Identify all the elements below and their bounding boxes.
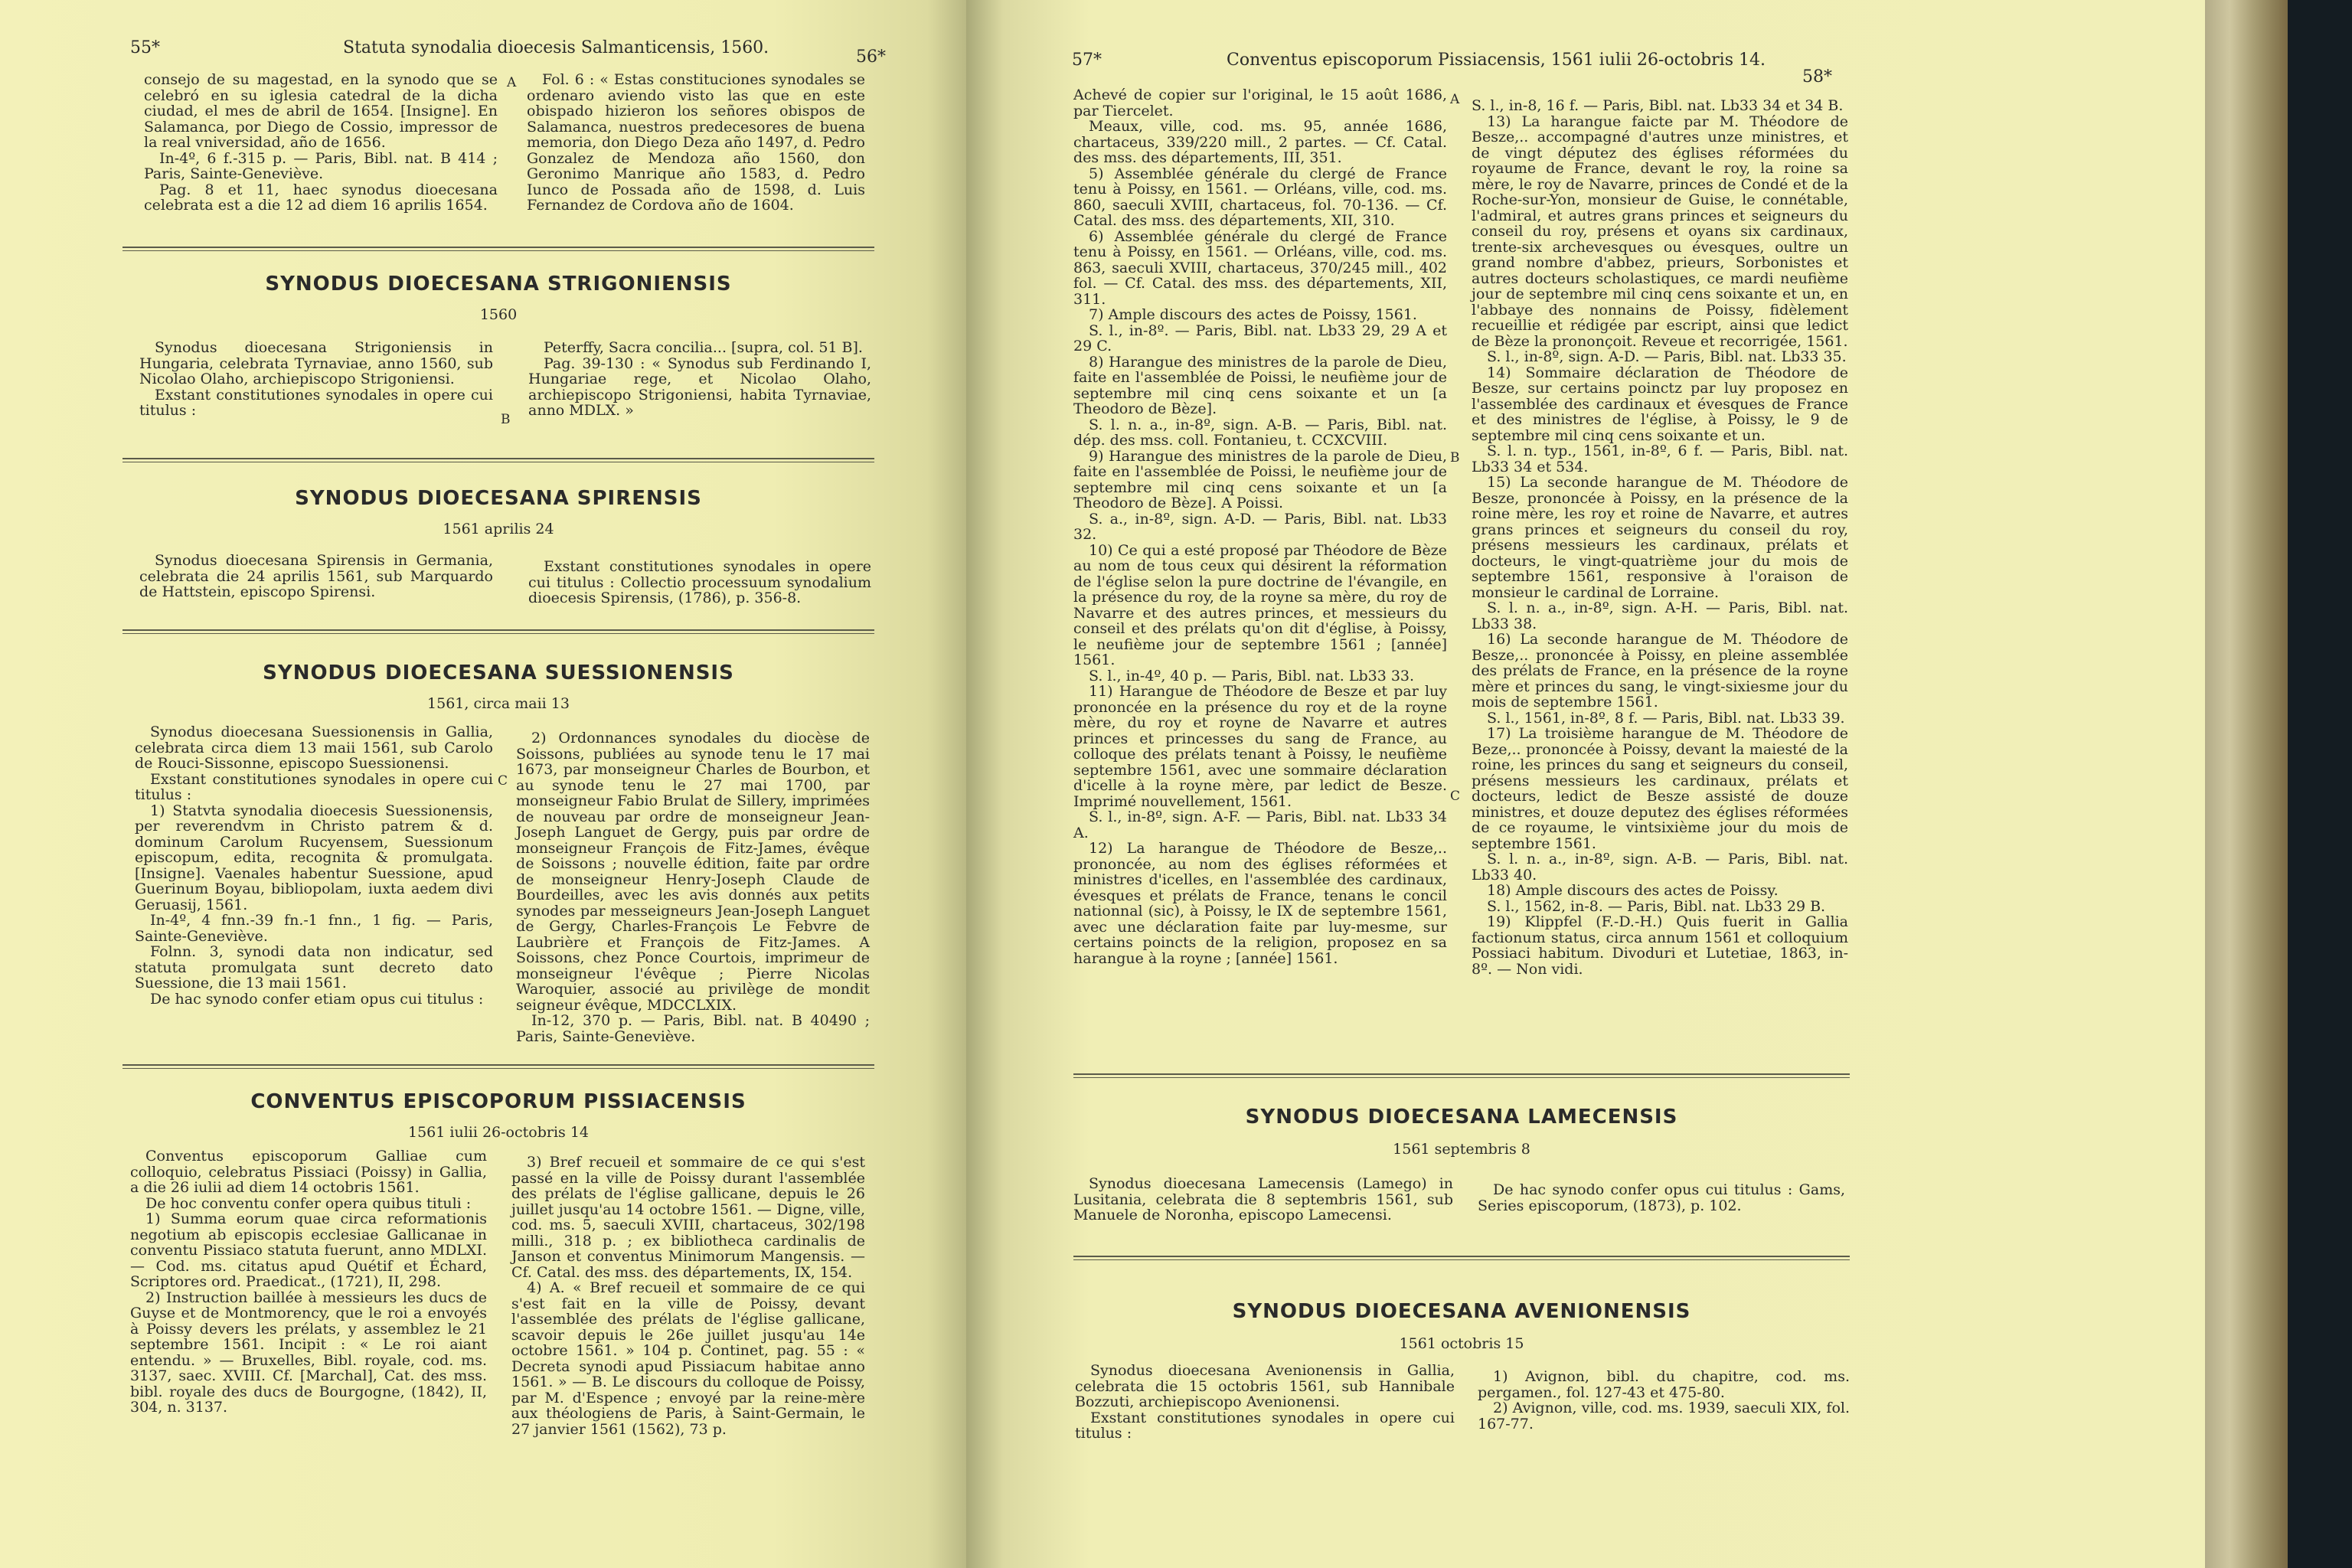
section-title: CONVENTUS EPISCOPORUM PISSIACENSIS xyxy=(250,1090,746,1113)
section-divider xyxy=(1073,1073,1850,1078)
text-column xyxy=(528,340,871,419)
margin-letter: B xyxy=(501,412,511,427)
page-number: 58* xyxy=(1802,67,1832,87)
margin-letter: A xyxy=(507,75,517,90)
margin-letter: B xyxy=(1450,450,1460,466)
paragraph: Exstant constitutiones synodales in opere cui titulus : xyxy=(139,386,493,419)
paragraph: S. l., in-4º, 40 p. — Paris, Bibl. nat. Lb33 33. xyxy=(1089,667,1415,684)
paragraph: Achevé de copier sur l'original, le 15 août 1686, par Tiercelet. xyxy=(1073,87,1447,119)
paragraph: Peterffy, Sacra concilia... [supra, col. 51 B]. xyxy=(544,339,863,356)
paragraph: 2) Avignon, ville, cod. ms. 1939, saeculi XIX, fol. 167-77. xyxy=(1478,1400,1850,1432)
section-divider xyxy=(122,458,874,462)
text-column xyxy=(1478,1369,1850,1432)
margin-letter: A xyxy=(1450,92,1460,107)
paragraph: 9) Harangue des ministres de la parole de Dieu, faite en l'assemblée de Poissi, le neufième jour de septembre mil cinq cens soixante et un [a Theodoro de Bèze]. A Poissi. xyxy=(1073,447,1447,511)
text-column xyxy=(130,1148,487,1416)
paragraph: Pag. 39-130 : « Synodus sub Ferdinando I, Hungariae rege, et Nicolao Olaho, archiepiscopo Strigoniensi, habita Tyrnaviae, anno MDLX. » xyxy=(528,354,871,419)
text-column xyxy=(139,553,493,600)
text-column xyxy=(1075,1363,1455,1442)
paragraph: In-4º, 4 fnn.-39 fn.-1 fnn., 1 fig. — Paris, Sainte-Geneviève. xyxy=(135,912,493,945)
page-number: 57* xyxy=(1072,51,1102,70)
paragraph: S. l., in-8º, sign. A-F. — Paris, Bibl. nat. Lb33 34 A. xyxy=(1073,808,1447,841)
paragraph: 6) Assemblée générale du clergé de France tenu à Poissy, en 1561. — Orléans, ville, cod. ms. 863, saeculi XVIII, chartaceus, 370/245 mill., 402 fol. — Cf. Catal. des mss. des départements, XII, 311. xyxy=(1073,227,1447,308)
section-date: 1561 octobris 15 xyxy=(1399,1335,1524,1352)
paragraph: De hac synodo confer opus cui titulus : Gams, Series episcoporum, (1873), p. 102. xyxy=(1478,1181,1845,1214)
section-title: SYNODUS DIOECESANA AVENIONENSIS xyxy=(1232,1300,1691,1323)
paragraph: In-4º, 6 f.-315 p. — Paris, Bibl. nat. B 414 ; Paris, Sainte-Geneviève. xyxy=(144,149,498,182)
text-column xyxy=(135,724,493,1007)
text-column xyxy=(1073,87,1447,966)
paragraph: Synodus dioecesana Avenionensis in Gallia, celebrata die 15 octobris 1561, sub Hannibale Bozzuti, archiepiscopo Avenionensi. xyxy=(1075,1362,1455,1410)
paragraph: S. l. n. a., in-8º, sign. A-B. — Paris, Bibl. nat. dép. des mss. coll. Fontanieu, t. CCXCVIII. xyxy=(1073,416,1447,449)
section-divider xyxy=(122,1064,874,1069)
text-column xyxy=(528,559,871,606)
paragraph: 14) Sommaire déclaration de Théodore de Besze, sur certains poinctz par luy proposez en l'assemblée des cardinaux et évesques de France et des ministres de l'église, à Poissy, le 9 de septembre mil cinq cens soixante et un. xyxy=(1472,364,1848,444)
paragraph: 15) La seconde harangue de M. Théodore de Besze, prononcée à Poissy, en la présence de la roine mère, les roy et roine de Navarre, et autres grans princes et seigneurs du conseil du roy, présens messieurs les cardinaux, prélats et docteurs, le vingt-quatrième jour du mois de septembre 1561, responsive à l'oraison de monsieur le cardinal de Lorraine. xyxy=(1472,474,1848,601)
paragraph: De hoc conventu confer opera quibus tituli : xyxy=(145,1194,472,1212)
paragraph: 3) Bref recueil et sommaire de ce qui s'est passé en la ville de Poissy durant l'assemblée des prélats de l'église gallicane, depuis le 26 juillet jusqu'au 14 octobre 1561. — Digne, ville, cod. ms. 5, saeculi XVIII, chartaceus, 302/198 milli., 318 p. ; ex bibliotheca cardinalis de Janson et conventus Minimorum Mangensis. — Cf. Catal. des mss. des départements, IX, 154. xyxy=(511,1154,865,1281)
text-column xyxy=(511,1155,865,1437)
paragraph: S. l., 1561, in-8º, 8 f. — Paris, Bibl. nat. Lb33 39. xyxy=(1487,709,1845,727)
paragraph: S. l. n. typ., 1561, in-8º, 6 f. — Paris, Bibl. nat. Lb33 34 et 534. xyxy=(1472,443,1848,475)
text-column xyxy=(139,340,493,419)
section-title: SYNODUS DIOECESANA SPIRENSIS xyxy=(295,487,702,510)
paragraph: S. l. n. a., in-8º, sign. A-B. — Paris, Bibl. nat. Lb33 40. xyxy=(1472,851,1848,884)
paragraph: S. l., in-8, 16 f. — Paris, Bibl. nat. Lb33 34 et 34 B. xyxy=(1472,97,1844,114)
margin-letter: C xyxy=(498,773,508,789)
paragraph: 1) Statvta synodalia dioecesis Suessionensis, per reverendvm in Christo patrem & d. dominum Carolum Rucyensem, Suessionum episcopum, edita, recognita & promulgata. [Insigne]. Vaenales habentur Suessione, apud Guerinum Boyau, bibliopolam, iuxta aedem divi Geruasij, 1561. xyxy=(135,802,493,913)
text-column xyxy=(1478,1182,1845,1214)
paragraph: 2) Instruction baillée à messieurs les ducs de Guyse et de Montmorency, que le roi a envoyés à Poissy devers les prélats, y assemblez le 21 septembre 1561. Incipit : « Le roi aiant entendu. » — Bruxelles, Bibl. royale, cod. ms. 3137, saec. XVIII. Cf. [Marchal], Cat. des mss. bibl. royale des ducs de Bourgogne, (1842), II, 304, n. 3137. xyxy=(130,1289,487,1416)
paragraph: 4) A. « Bref recueil et sommaire de ce qui s'est fait en la ville de Poissy, devant l'assemblée des prélats de l'église gallicane, scavoir depuis le 26e juillet jusqu'au 14e octobre 1561. » 104 p. Continet, pag. 55 : « Decreta synodi apud Pissiacum habitae anno 1561. » — B. Le discours du colloque de Poissy, par M. d'Espence ; envoyé par la reine-mère aux théologiens de Paris, à Saint-Germain, le 27 janvier 1561 (1562), 73 p. xyxy=(511,1279,865,1438)
page-number: 56* xyxy=(856,47,886,67)
page-number: 55* xyxy=(130,38,160,57)
paragraph: 12) La harangue de Théodore de Besze,.. prononcée, au nom des églises réformées et ministres d'icelles, en l'assemblée des cardinaux, évesques et prélats de France, tenans le concil nationnal (sic), à Poissy, le IX de septembre 1561, avec une déclaration faite par luy-mesme, sur certains poincts de la religion, proposez en sa harangue à la royne ; [année] 1561. xyxy=(1073,840,1447,967)
right-page xyxy=(966,0,2205,1568)
section-title: SYNODUS DIOECESANA SUESSIONENSIS xyxy=(263,662,734,684)
margin-letter: C xyxy=(1450,789,1461,804)
paragraph: Synodus dioecesana Strigoniensis in Hungaria, celebrata Tyrnaviae, anno 1560, sub Nicolao Olaho, archiepiscopo Strigoniensi. xyxy=(139,339,493,387)
paragraph: 10) Ce qui a esté proposé par Théodore de Bèze au nom de tous ceux qui désirent la réformation de l'église selon la pure doctrine de l'évangile, en la présence du roy, de la royne sa mère, du roy de Navarre et des autres princes, et messieurs du conseil et des prélats qu'on dit d'église, à Poissy, le neufième jour de septembre 1561 ; [année] 1561. xyxy=(1073,541,1447,668)
section-date: 1561 iulii 26-octobris 14 xyxy=(407,1124,589,1141)
paragraph: 5) Assemblée générale du clergé de France tenu à Poissy, en 1561. — Orléans, ville, cod. ms. 860, saeculi XVIII, chartaceus, fol. 70-136. — Cf. Catal. des mss. des départements, XII, 310. xyxy=(1073,165,1447,229)
section-divider xyxy=(122,247,874,251)
paragraph: 1) Avignon, bibl. du chapitre, cod. ms. pergamen., fol. 127-43 et 475-80. xyxy=(1478,1368,1850,1401)
paragraph: 19) Klippfel (F.-D.-H.) Quis fuerit in Gallia factionum status, circa annum 1561 et colloquium Possiaci habitum. Divoduri et Lutetiae, 1863, in-8º. — Non vidi. xyxy=(1472,913,1848,978)
paragraph: consejo de su magestad, en la synodo que se celebró en su iglesia catedral de la dicha ciudad, el mes de abril de 1654. [Insigne]. En Salamanca, por Diego de Cossio, impressor de la real vniversidad, año de 1656. xyxy=(144,71,498,151)
paragraph: 13) La harangue faicte par M. Théodore de Besze,.. accompagné d'autres unze ministres, et de vingt députez des églises réformées du royaume de France, devant le roy, la roine sa mère, le roy de Navarre, princes de Condé et de la Roche-sur-Yon, monsieur de Guise, le connétable, l'admiral, et autres grans princes et seigneurs du conseil du roy, présens et oyans six cardinaux, trente-six archevesques ou évesques, oultre un grand nombre d'abbez, prieurs, Sorbonistes et autres docteurs scholastiques, ce mardi neufième jour de septembre mil cinq cens soixante et un, en l'abbaye des nonnains de Poissy, fidèlement recueillie et rédigée par escript, ainsi que ledict de Bèze la prononçoit. Reveue et recorrigée, 1561. xyxy=(1472,113,1848,350)
paragraph: In-12, 370 p. — Paris, Bibl. nat. B 40490 ; Paris, Sainte-Geneviève. xyxy=(516,1012,870,1045)
background xyxy=(2288,0,2352,1568)
section-divider xyxy=(122,629,874,634)
paragraph: 2) Ordonnances synodales du diocèse de Soissons, publiées au synode tenu le 17 mai 1673, par monseigneur Charles de Bourbon, et au synode tenu le 27 mai 1700, par monseigneur Fabio Brulat de Sillery, imprimées de nouveau par ordre de monseigneur Jean-Joseph Languet de Gergy, puis par ordre de monseigneur François de Fitz-James, évêque de Soissons ; nouvelle édition, faite par ordre de monseigneur Henry-Joseph Claude de Bourdeilles, avec les avis donnés aux petits synodes par messeigneurs Jean-Joseph Languet de Gergy, Charles-François Le Febvre de Laubrière et François de Fitz-James. A Soissons, chez Ponce Courtois, imprimeur de monseigneur l'évêque ; Pierre Nicolas Waroquier, associé au privilège de mondit seigneur évêque, MDCCLXIX. xyxy=(516,730,870,1014)
text-column xyxy=(1472,98,1848,977)
paragraph: S. l., in-8º, sign. A-D. — Paris, Bibl. nat. Lb33 35. xyxy=(1487,348,1847,365)
book-page-edges xyxy=(2205,0,2288,1568)
section-title: SYNODUS DIOECESANA STRIGONIENSIS xyxy=(265,273,732,296)
paragraph: S. l., 1562, in-8. — Paris, Bibl. nat. Lb33 29 B. xyxy=(1487,897,1826,915)
paragraph: 7) Ample discours des actes de Poissy, 1561. xyxy=(1089,306,1417,323)
text-column xyxy=(527,72,865,214)
paragraph: 1) Summa eorum quae circa reformationis negotium ab episcopis ecclesiae Gallicanae in conventu Pissiaco statuta fuerunt, anno MDLXI. — Cod. ms. citatus apud Quétif et Échard, Scriptores ord. Praedicat., (1721), II, 298. xyxy=(130,1210,487,1290)
paragraph: 8) Harangue des ministres de la parole de Dieu, faite en l'assemblée de Poissi, le neufième jour de septembre mil cinq cens soixante et un [a Theodoro de Bèze]. xyxy=(1073,353,1447,417)
section-divider xyxy=(1073,1256,1850,1260)
paragraph: Synodus dioecesana Spirensis in Germania, celebrata die 24 aprilis 1561, sub Marquardo de Hattstein, episcopo Spirensi. xyxy=(139,552,493,600)
text-column xyxy=(1073,1176,1453,1223)
paragraph: Meaux, ville, cod. ms. 95, année 1686, chartaceus, 339/220 mill., 2 partes. — Cf. Catal. des mss. des départements, III, 351. xyxy=(1073,118,1447,166)
paragraph: S. l., in-8º. — Paris, Bibl. nat. Lb33 29, 29 A et 29 C. xyxy=(1073,322,1447,354)
paragraph: Synodus dioecesana Suessionensis in Gallia, celebrata circa diem 13 maii 1561, sub Carolo de Rouci-Sissonne, episcopo Suessionensi. xyxy=(135,724,493,772)
paragraph: Folnn. 3, synodi data non indicatur, sed statuta promulgata sunt decreto dato Suessione, die 13 maii 1561. xyxy=(135,943,493,991)
paragraph: Synodus dioecesana Lamecensis (Lamego) in Lusitania, celebrata die 8 septembris 1561, sub Manuele de Noronha, episcopo Lamecensi. xyxy=(1073,1175,1453,1223)
section-date: 1560 xyxy=(479,306,518,323)
paragraph: S. a., in-8º, sign. A-D. — Paris, Bibl. nat. Lb33 32. xyxy=(1073,510,1447,543)
left-page xyxy=(0,0,966,1568)
running-header: Statuta synodalia dioecesis Salmanticensis, 1560. xyxy=(343,38,769,57)
paragraph: Conventus episcoporum Galliae cum colloquio, celebratus Pissiaci (Poissy) in Gallia, a die 26 iulii ad diem 14 octobris 1561. xyxy=(130,1148,487,1196)
paragraph: 18) Ample discours des actes de Poissy. xyxy=(1487,882,1779,899)
paragraph: Exstant constitutiones synodales in opere cui titulus : Collectio processuum synodalium dioecesis Spirensis, (1786), p. 356-8. xyxy=(528,558,871,606)
paragraph: Fol. 6 : « Estas constituciones synodales se ordenaro aviendo visto las que en este obispado hizieron los señores obispos de Salamanca, nuestros predecesores de buena memoria, don Diego Deza año 1497, d. Pedro Gonzalez de Mendoza año 1560, don Geronimo Manrique año 1583, d. Pedro Iunco de Possada año de 1598, d. Luis Fernandez de Cordova año de 1604. xyxy=(527,71,865,214)
section-date: 1561 septembris 8 xyxy=(1393,1141,1530,1158)
section-title: SYNODUS DIOECESANA LAMECENSIS xyxy=(1245,1106,1678,1129)
paragraph: Pag. 8 et 11, haec synodus dioecesana celebrata est a die 12 ad diem 16 aprilis 1654. xyxy=(144,181,498,214)
paragraph: Exstant constitutiones synodales in opere cui titulus : xyxy=(135,770,493,803)
paragraph: 16) La seconde harangue de M. Théodore de Besze,.. prononcée à Poissy, en pleine assemblée des prélats de France, en la présence de la royne mère et princes du sang, le vingt-sixiesme jour du mois de septembre 1561. xyxy=(1472,631,1848,710)
text-column xyxy=(516,730,870,1044)
paragraph: Exstant constitutiones synodales in opere cui titulus : xyxy=(1075,1409,1455,1442)
paragraph: De hac synodo confer etiam opus cui titulus : xyxy=(150,990,484,1008)
paragraph: S. l. n. a., in-8º, sign. A-H. — Paris, Bibl. nat. Lb33 38. xyxy=(1472,599,1848,632)
section-date: 1561 aprilis 24 xyxy=(443,521,554,537)
running-header: Conventus episcoporum Pissiacensis, 1561 iulii 26-octobris 14. xyxy=(1227,51,1766,70)
paragraph: 17) La troisième harangue de M. Théodore de Beze,.. prononcée à Poissy, devant la maiesté de la roine, les princes du sang et seigneurs du conseil, présens messieurs les cardinaux, prélats et docteurs, ledict de Besze assisté de douze ministres, et douze deputez des églises réformées de ce royaume, le vintsixième jour du mois de septembre 1561. xyxy=(1472,725,1848,852)
section-date: 1561, circa maii 13 xyxy=(427,695,570,712)
text-column xyxy=(144,72,498,214)
paragraph: 11) Harangue de Théodore de Besze et par luy prononcée en la présence du roy et de la royne mère, du roy et royne de Navarre et autres princes et princesses du sang de France, au colloque des prélats tenant à Poissy, le neufième septembre 1561, avec une sommaire déclaration d'icelle à la royne mère, par ledict de Besze. Imprimé nouvellement, 1561. xyxy=(1073,683,1447,810)
